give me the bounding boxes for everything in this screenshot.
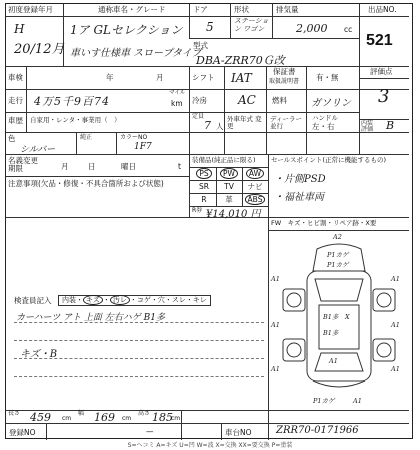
width-value: 169 bbox=[94, 411, 115, 424]
equipment-aw: AW bbox=[244, 170, 266, 178]
warranty-label: 保証書 bbox=[273, 67, 296, 76]
chassis-no-label: 車台NO bbox=[225, 428, 252, 437]
inspection-month-label: 月 bbox=[156, 73, 164, 82]
notes-title: 注意事項(欠品・修復・不具合箇所および状態) bbox=[8, 179, 164, 188]
sales-point-1: ・片側PSD bbox=[274, 174, 326, 185]
equipment-title: 装備品(純正品に限る) bbox=[192, 156, 256, 164]
capacity-unit: 人 bbox=[216, 122, 224, 131]
recycle-fee-value: ¥14,010 円 bbox=[206, 209, 261, 220]
shift-label: シフト bbox=[192, 73, 215, 82]
diagram-mark: B1多 bbox=[323, 329, 339, 337]
equipment-tv: TV bbox=[224, 182, 234, 191]
color-value: シルバー bbox=[20, 145, 56, 155]
equipment-leather: 革 bbox=[225, 195, 233, 204]
height-label: 高さ bbox=[138, 410, 151, 417]
registration-dash: — bbox=[146, 427, 154, 436]
inspection-title: 検査員記入 bbox=[14, 296, 52, 305]
length-label: 長さ bbox=[8, 410, 21, 417]
history-label: 車歴 bbox=[8, 116, 23, 125]
warranty-sub-label: 取扱説明書 bbox=[269, 78, 300, 85]
first-registration-value: 20/12月 bbox=[14, 42, 65, 57]
diagram-mark: A1 bbox=[329, 357, 338, 365]
model-value: DBA-ZRR70Ｇ改 bbox=[196, 54, 285, 67]
equipment-sr: SR bbox=[199, 182, 209, 191]
ac-label: 冷房 bbox=[192, 96, 207, 105]
rename-deadline-label: 名義変更 期限 bbox=[8, 156, 38, 173]
handle-label: ハンドル bbox=[312, 114, 338, 122]
height-value: 185 bbox=[152, 411, 173, 424]
fuel-value: ガソリン bbox=[311, 98, 351, 109]
equipment-pw: PW bbox=[218, 170, 240, 178]
length-value: 459 bbox=[30, 411, 51, 424]
diagram-mark: A2 bbox=[333, 233, 342, 241]
handle-value: 左・右 bbox=[312, 122, 335, 131]
inspection-note-1: カーハーツ アト 上面 左右ハゲ B1多 bbox=[16, 313, 165, 323]
mileage-unit-mile: マイル bbox=[169, 90, 186, 96]
equipment-navi: ナビ bbox=[247, 182, 263, 191]
capacity-value: 7 bbox=[204, 119, 211, 132]
inspection-note-2: キズ・B bbox=[20, 349, 58, 360]
displacement-value: 2,000 bbox=[296, 22, 328, 35]
rename-weekday-label: 曜日 bbox=[121, 162, 136, 171]
diagram-mark: P1カゲ bbox=[327, 261, 349, 269]
equipment-r: R bbox=[201, 195, 207, 204]
car-name-grade: 1ア GLセレクション bbox=[70, 23, 183, 37]
diagram-mark: A1 bbox=[391, 365, 400, 373]
mileage-unit-km: km bbox=[171, 99, 183, 108]
color-label: 色 bbox=[8, 134, 16, 143]
ac-value: AC bbox=[238, 93, 256, 107]
exhibit-no-label: 出品NO. bbox=[368, 5, 397, 14]
chassis-no-value: ZRR70-0171966 bbox=[276, 425, 359, 436]
door-label: ドア bbox=[193, 5, 208, 14]
capacity-label: 定員 bbox=[192, 113, 205, 120]
original-color-label: 純正 bbox=[80, 134, 93, 141]
inspection-tags: 内装・ キズ ・ 汚レ ・コゲ・穴・スレ・キレ bbox=[58, 295, 211, 306]
dealer-label: ディーラー 並行 bbox=[270, 115, 302, 130]
fw-legend: FW キズ・ヒビ割・リペア跡・X要 bbox=[271, 219, 377, 227]
auction-sheet bbox=[5, 3, 413, 439]
interior-grade-label: 内装 評価 bbox=[361, 120, 374, 134]
diagram-mark: A1 bbox=[271, 321, 280, 329]
rename-day-label: 日 bbox=[88, 162, 96, 171]
name-grade-label: 通称車名・グレード bbox=[98, 5, 166, 14]
diagram-mark: X bbox=[345, 313, 350, 321]
equipment-abs: ABS bbox=[244, 196, 266, 204]
diagram-mark: A1 bbox=[353, 397, 362, 405]
exhibit-no-value: 521 bbox=[366, 32, 393, 49]
warranty-options: 有・無 bbox=[316, 73, 339, 82]
mileage-label: 走行 bbox=[8, 96, 23, 105]
height-unit: cm bbox=[171, 415, 181, 422]
rename-month-label: 月 bbox=[61, 162, 69, 171]
door-value: 5 bbox=[206, 20, 214, 34]
car-damage-diagram bbox=[269, 231, 409, 409]
diagram-mark: A1 bbox=[271, 275, 280, 283]
color-number-value: 1F7 bbox=[134, 142, 152, 152]
diagram-mark: P1カゲ bbox=[327, 251, 349, 259]
width-label: 幅 bbox=[78, 410, 85, 417]
history-value: 自家用・レンタ・事業用（ ） bbox=[30, 116, 121, 124]
inspection-label: 車検 bbox=[8, 73, 23, 82]
recycle-fee-label: R券 bbox=[192, 207, 203, 214]
color-number-label: カラーNO bbox=[120, 134, 148, 141]
inspection-year-label: 年 bbox=[106, 73, 114, 82]
sales-point-2: ・福祉車両 bbox=[274, 192, 324, 203]
equipment-ps: PS bbox=[194, 170, 214, 178]
foreign-year-label: 外車年式 変更 bbox=[227, 115, 262, 130]
sales-point-title: セールスポイント(正常に機能するもの) bbox=[271, 156, 386, 164]
length-unit: cm bbox=[62, 415, 72, 422]
legend-footer: S=ヘコミ A=キズ U=凹 W=波 X=交換 XX=要交換 P=塗装 bbox=[127, 442, 293, 449]
interior-grade-value: B bbox=[386, 119, 395, 132]
grade-value: 3 bbox=[378, 86, 390, 107]
rename-t-label: t bbox=[178, 162, 181, 171]
car-name-spec: 車いす仕様車 スロープタイプ bbox=[70, 48, 202, 59]
model-label: 型式 bbox=[193, 41, 208, 50]
diagram-mark: A1 bbox=[391, 275, 400, 283]
shape-value: ステーション ワゴン bbox=[234, 17, 269, 33]
fuel-label: 燃料 bbox=[272, 96, 287, 105]
diagram-mark: A1 bbox=[271, 365, 280, 373]
registration-no-label: 登録NO bbox=[9, 428, 36, 437]
grade-label: 評価点 bbox=[370, 67, 393, 76]
first-registration-era: H bbox=[14, 22, 25, 36]
first-registration-label: 初度登録年月 bbox=[8, 5, 53, 14]
mileage-value: 4万5千9百74 bbox=[34, 95, 110, 108]
diagram-mark: B1多 bbox=[323, 313, 339, 321]
diagram-mark: P1カゲ bbox=[313, 397, 335, 405]
shape-label: 形状 bbox=[234, 5, 249, 14]
shift-value: IAT bbox=[231, 71, 252, 85]
displacement-label: 排気量 bbox=[276, 5, 299, 14]
displacement-unit: cc bbox=[344, 25, 353, 34]
width-unit: cm bbox=[122, 415, 132, 422]
diagram-mark: A1 bbox=[391, 321, 400, 329]
